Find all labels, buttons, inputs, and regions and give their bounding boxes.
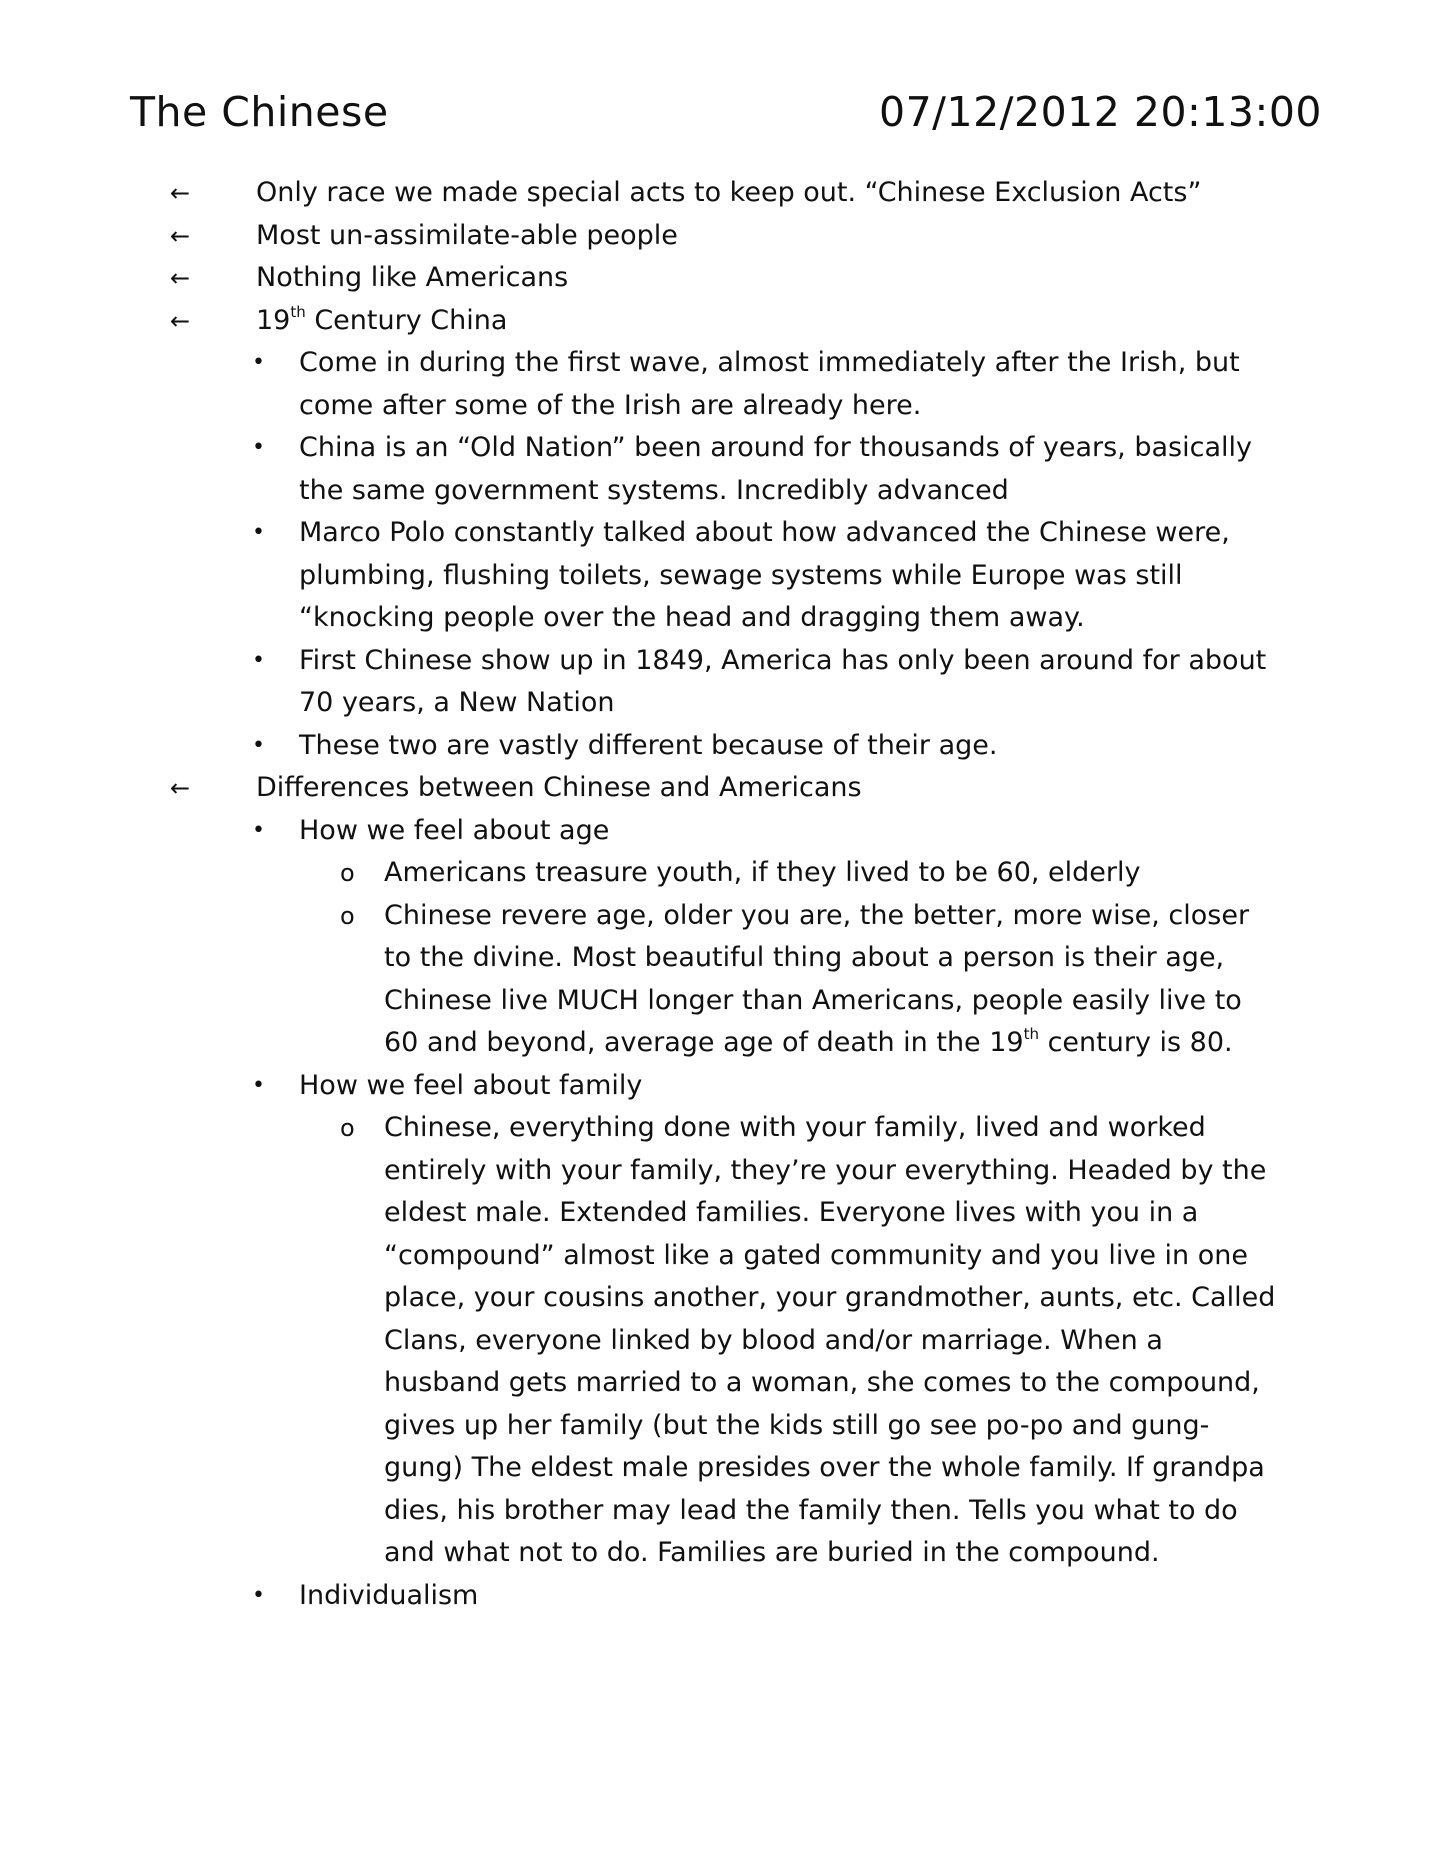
list-item-text: Come in during the first wave, almost immediately after the Irish, but come after some of the Irish are already here. (299, 347, 1240, 421)
list-item (0, 257, 1286, 300)
bullet-icon: • (252, 435, 265, 460)
list-item (0, 1575, 1279, 1618)
bullet-icon: • (252, 350, 265, 375)
list-item-text: Individualism (299, 1579, 479, 1611)
list-item (0, 1107, 1284, 1575)
list-item (0, 427, 1279, 512)
circle-bullet-icon: o (340, 859, 355, 887)
arrow-left-icon: ← (170, 221, 191, 250)
list-item (0, 300, 1286, 343)
list-item (0, 767, 1286, 810)
list-item-text: Only race we made special acts to keep out. “Chinese Exclusion Acts” (256, 177, 1202, 208)
arrow-left-icon: ← (170, 306, 191, 335)
list-item (0, 172, 1286, 215)
list-item (0, 512, 1279, 640)
bullet-icon: • (252, 732, 265, 758)
text-segment: 19 (256, 304, 291, 336)
list-item (0, 640, 1279, 725)
text-segment: century is 80. (1039, 1027, 1233, 1058)
bullet-icon: • (252, 1582, 265, 1608)
bullet-icon: • (252, 520, 265, 545)
notes-list (0, 172, 1456, 1617)
list-item-text: Nothing like Americans (256, 262, 569, 293)
list-item-text: Chinese, everything done with your family, lived and worked entirely with your family, they’re your everything. Headed by the eldest male. Extended families. Everyone lives with you in a “compound” almost like a gated community and you live in one place, your cousins another, your grandmother, aunts, etc. Called Clans, everyone linked by blood and/or marriage. When a husband gets married to a woman, she comes to the compound, gives up her family (but the kids still go see po-po and gung-gung) The eldest male presides over the whole family. If grandpa dies, his brother may lead the family then. Tells you what to do and what not to do. Families are buried in the compound. (384, 1112, 1276, 1568)
list-item (0, 810, 1279, 853)
list-item-text: Differences between Chinese and Americans (256, 772, 862, 803)
bullet-icon: • (252, 817, 265, 843)
text-segment: Century China (305, 304, 508, 336)
list-item (0, 852, 1284, 895)
page-datetime: 07/12/2012 20:13:00 (879, 88, 1322, 136)
list-item (0, 1065, 1279, 1108)
circle-bullet-icon: o (340, 1114, 355, 1142)
circle-bullet-icon: o (340, 901, 355, 930)
list-item (0, 895, 1284, 1065)
text-segment: Chinese revere age, older you are, the better, more wise, closer to the divine. Most beautiful thing about a person is their age, Chinese live MUCH longer than Americans, people easily live to 60 and beyond, average age of death in the 19 (384, 899, 1250, 1058)
superscript: th (1023, 1025, 1039, 1043)
list-item-text: How we feel about family (299, 1069, 643, 1101)
arrow-left-icon: ← (170, 264, 191, 292)
list-item-text: China is an “Old Nation” been around for thousands of years, basically the same government systems. Incredibly advanced (299, 432, 1252, 506)
superscript: th (290, 302, 306, 321)
list-item-text (256, 300, 1286, 343)
list-item-text: Marco Polo constantly talked about how advanced the Chinese were, plumbing, flushing toilets, sewage systems while Europe was still “knocking people over the head and dragging them away. (299, 517, 1230, 633)
arrow-left-icon: ← (170, 774, 191, 802)
page-title: The Chinese (130, 88, 389, 136)
bullet-icon: • (252, 1072, 265, 1098)
list-item (0, 725, 1279, 768)
list-item-text: How we feel about age (299, 814, 610, 846)
list-item (0, 215, 1286, 258)
list-item-text: These two are vastly different because of their age. (299, 729, 998, 761)
list-item (0, 342, 1279, 427)
list-item-text: First Chinese show up in 1849, America has only been around for about 70 years, a New Nation (299, 644, 1267, 718)
list-item-text: Most un-assimilate-able people (256, 219, 678, 251)
arrow-left-icon: ← (170, 179, 191, 207)
list-item-text: Americans treasure youth, if they lived to be 60, elderly (384, 857, 1141, 888)
document-header (130, 82, 1322, 142)
list-item-text (384, 895, 1284, 1065)
bullet-icon: • (252, 647, 265, 673)
